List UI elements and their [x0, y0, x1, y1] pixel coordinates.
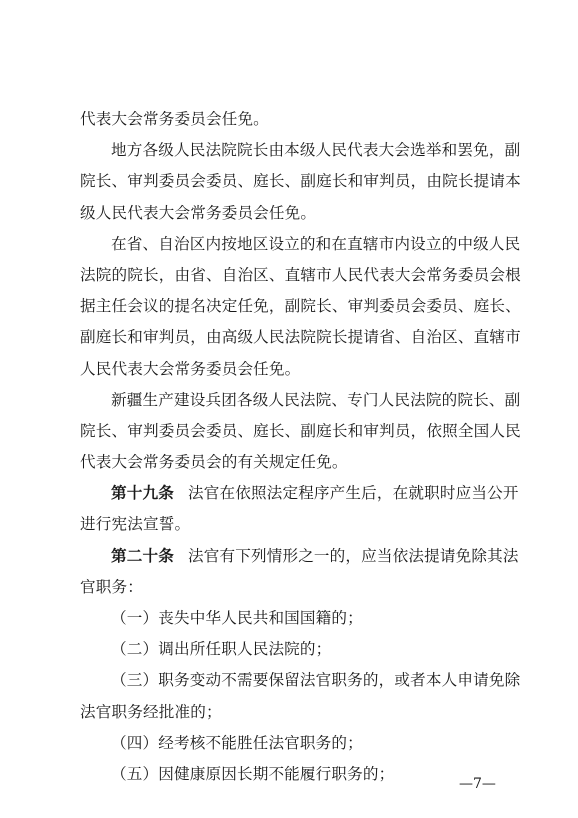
- paragraph-line: 据主任会议的提名决定任免，副院长、审判委员会委员、庭长、: [80, 297, 521, 316]
- paragraph-line: 副庭长和审判员，由高级人民法院院长提请省、自治区、直辖市: [80, 328, 521, 347]
- article-19-text: 法官在依照法定程序产生后，在就职时应当公开: [187, 484, 519, 503]
- list-item-continuation: 法官职务经批准的；: [80, 702, 222, 721]
- article-20-line: [80, 541, 519, 572]
- paragraph-line: 级人民代表大会常务委员会任免。: [80, 203, 317, 222]
- list-item: （一）丧失中华人民共和国国籍的；: [111, 609, 363, 627]
- document-body: [80, 104, 521, 790]
- paragraph-line: 法院的院长，由省、自治区、直辖市人民代表大会常务委员会根: [80, 265, 521, 284]
- paragraph-line: 人民代表大会常务委员会任免。: [80, 359, 301, 378]
- paragraph-line: 院长、审判委员会委员、庭长、副庭长和审判员，依照全国人民: [80, 421, 521, 440]
- paragraph-line: 代表大会常务委员会的有关规定任免。: [80, 453, 348, 472]
- paragraph-line: 地方各级人民法院院长由本级人民代表大会选举和罢免，副: [111, 141, 521, 160]
- paragraph-line: 新疆生产建设兵团各级人民法院、专门人民法院的院长、副: [111, 390, 521, 409]
- article-20-text: 法官有下列情形之一的，应当依法提请免除其法: [187, 546, 519, 565]
- paragraph-line: 代表大会常务委员会任免。: [80, 110, 269, 128]
- list-item: （三）职务变动不需要保留法官职务的，或者本人申请免除: [111, 671, 521, 690]
- page-number: —7—: [459, 776, 496, 792]
- article-19-label: 第十九条: [111, 484, 174, 503]
- list-item: （二）调出所任职人民法院的；: [111, 640, 332, 659]
- article-19-line: [80, 478, 519, 509]
- article-20-continuation: 官职务：: [80, 577, 143, 596]
- article-20-label: 第二十条: [111, 546, 174, 565]
- paragraph-line: 在省、自治区内按地区设立的和在直辖市内设立的中级人民: [111, 234, 521, 253]
- paragraph-line: 院长、审判委员会委员、庭长、副庭长和审判员，由院长提请本: [80, 172, 521, 191]
- article-19-continuation: 进行宪法宣誓。: [80, 515, 191, 534]
- list-item: （五）因健康原因长期不能履行职务的；: [111, 764, 395, 783]
- list-item: （四）经考核不能胜任法官职务的；: [111, 733, 363, 752]
